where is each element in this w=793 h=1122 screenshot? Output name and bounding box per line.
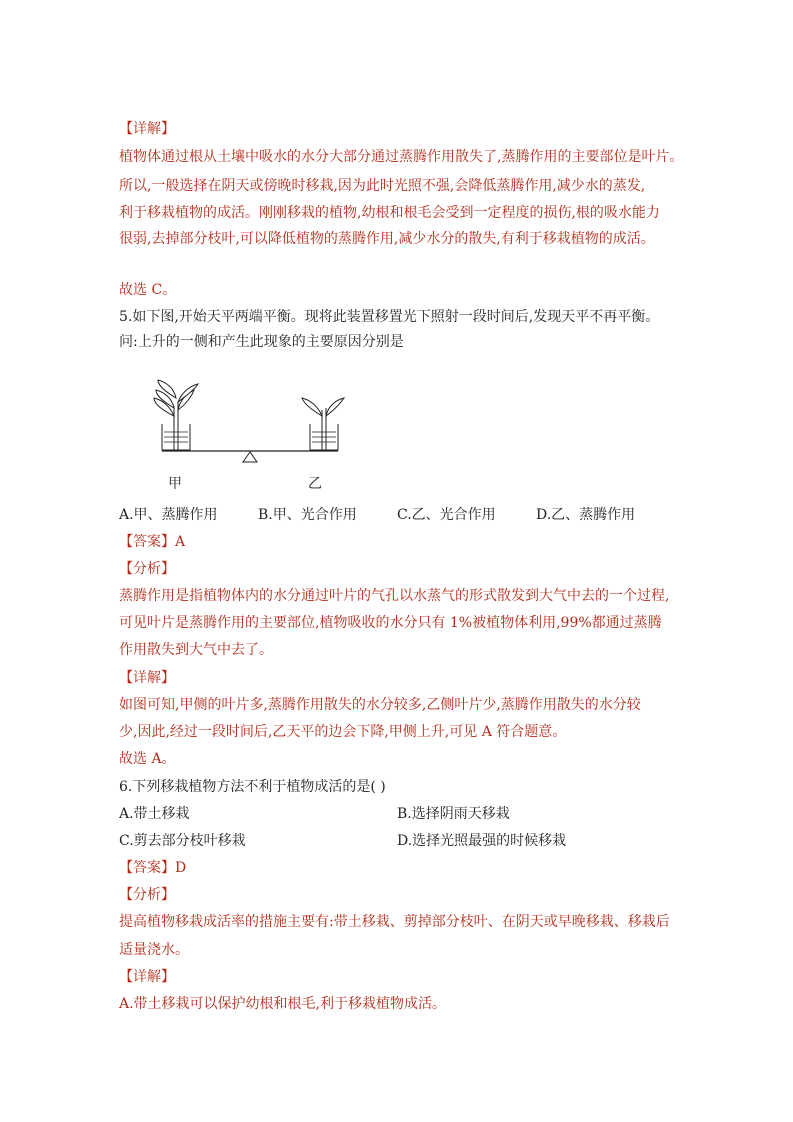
q5-analysis-heading: 【分析】	[119, 561, 175, 577]
balance-figure	[150, 376, 356, 496]
q5-analysis-line: 蒸腾作用是指植物体内的水分通过叶片的气孔以水蒸气的形式散发到大气中去的一个过程,	[119, 588, 670, 604]
label-yi: 乙	[308, 476, 322, 492]
q5-analysis-line: 作用散失到大气中去了。	[119, 642, 273, 658]
q5-option-c: C.乙、光合作用	[397, 507, 496, 523]
detail-line: 利于移栽植物的成活。刚刚移栽的植物,幼根和根毛会受到一定程度的损伤,根的吸水能力	[119, 205, 660, 221]
q5-option-d: D.乙、蒸腾作用	[536, 507, 636, 523]
detail-line: 所以,一般选择在阴天或傍晚时移栽,因为此时光照不强,会降低蒸腾作用,减少水的蒸发,	[119, 178, 646, 194]
q5-option-b: B.甲、光合作用	[258, 507, 357, 523]
q6-analysis-line: 适量浇水。	[119, 942, 189, 958]
q6-analysis-heading: 【分析】	[119, 887, 175, 903]
left-leaves	[154, 380, 198, 416]
q5-detail-line: 如图可知,甲侧的叶片多,蒸腾作用散失的水分较多,乙侧叶片少,蒸腾作用散失的水分较	[119, 697, 641, 713]
q6-detail-line: A.带土移栽可以保护幼根和根毛,利于移栽植物成活。	[119, 996, 447, 1012]
q6-option-a: A.带土移栽	[119, 806, 190, 822]
q5-detail-heading: 【详解】	[119, 670, 175, 686]
detail-heading: 【详解】	[119, 121, 175, 137]
q5-answer: 【答案】A	[119, 534, 186, 550]
q5-detail-line: 少,因此,经过一段时间后,乙天平的边会下降,甲侧上升,可见 A 符合题意。	[119, 724, 567, 740]
q6-detail-heading: 【详解】	[119, 969, 175, 985]
q5-analysis-line: 可见叶片是蒸腾作用的主要部位,植物吸收的水分只有 1%被植物体利用,99%都通过蒸腾	[119, 615, 662, 631]
detail-line: 植物体通过根从土壤中吸水的水分大部分通过蒸腾作用散失了,蒸腾作用的主要部位是叶片。	[119, 149, 684, 165]
q6-answer: 【答案】D	[119, 860, 187, 876]
q6-analysis-line: 提高植物移栽成活率的措施主要有:带土移栽、剪掉部分枝叶、在阴天或早晚移栽、移栽后	[119, 914, 670, 930]
q5-option-a: A.甲、蒸腾作用	[119, 507, 218, 523]
fulcrum	[243, 452, 257, 462]
q5-conclusion: 故选 A。	[119, 751, 176, 767]
q6-option-d: D.选择光照最强的时候移栽	[397, 833, 567, 849]
balance-diagram	[150, 376, 356, 466]
right-beaker	[310, 408, 338, 450]
conclusion: 故选 C。	[119, 282, 177, 298]
q6-option-c: C.剪去部分枝叶移栽	[119, 833, 246, 849]
q5-stem-line: 问:上升的一侧和产生此现象的主要原因分别是	[119, 334, 404, 350]
label-jia: 甲	[168, 476, 182, 492]
detail-line: 很弱,去掉部分枝叶,可以降低植物的蒸腾作用,减少水分的散失,有利于移栽植物的成活。	[119, 231, 655, 247]
q6-stem: 6.下列移栽植物方法不利于植物成活的是( )	[119, 779, 386, 795]
q6-option-b: B.选择阴雨天移栽	[397, 806, 510, 822]
right-leaves	[302, 398, 344, 416]
q5-stem-line: 5.如下图,开始天平两端平衡。现将此装置移置光下照射一段时间后,发现天平不再平衡。	[119, 309, 660, 325]
